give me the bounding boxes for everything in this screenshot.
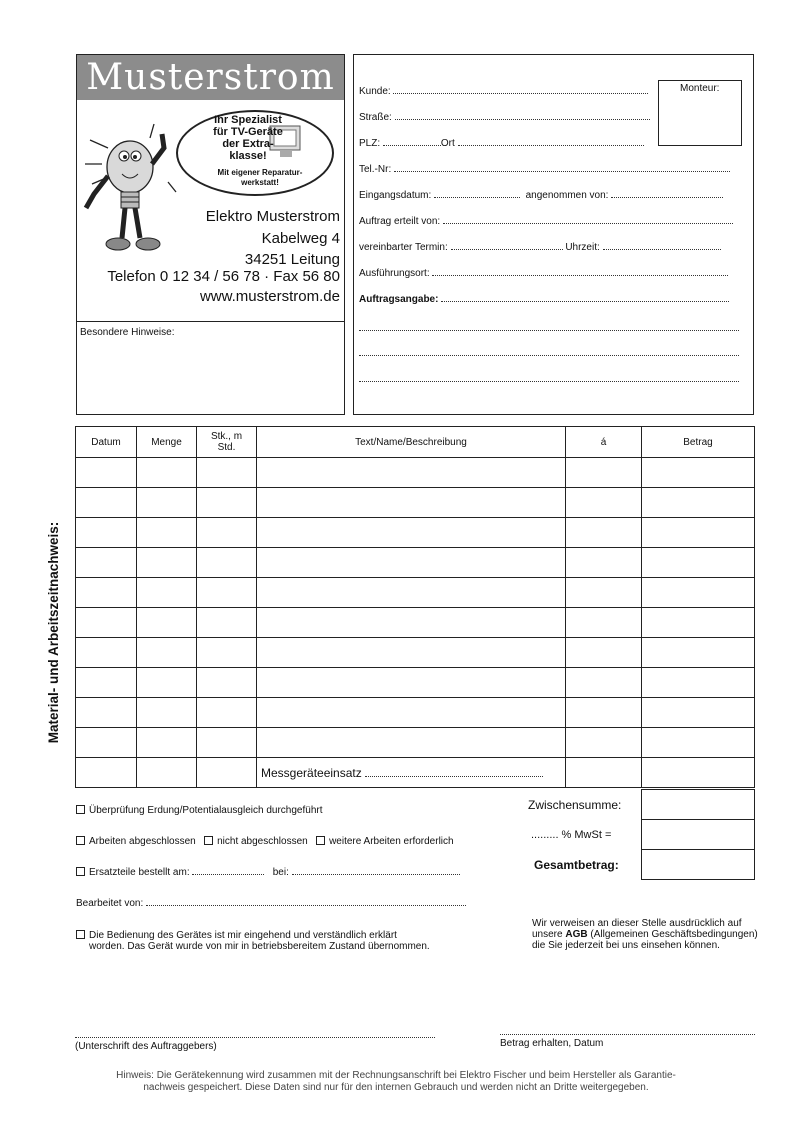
table-cell[interactable] xyxy=(642,488,755,518)
auftrag-erteilt-label: Auftrag erteilt von: xyxy=(359,216,441,227)
eingang-label: Eingangsdatum: xyxy=(359,190,432,201)
table-cell[interactable] xyxy=(257,548,566,578)
messgeraete-cell[interactable] xyxy=(257,758,566,788)
table-cell[interactable] xyxy=(257,638,566,668)
termin-field[interactable] xyxy=(359,242,739,253)
table-cell[interactable] xyxy=(257,458,566,488)
bubble-small-text xyxy=(210,168,310,188)
table-cell[interactable] xyxy=(76,548,137,578)
messgeraete-label: Messgeräteeinsatz xyxy=(261,765,362,780)
divider xyxy=(77,321,344,322)
col-datum: Datum xyxy=(76,427,137,458)
table-cell[interactable] xyxy=(642,668,755,698)
table-row xyxy=(76,668,755,698)
table-cell[interactable] xyxy=(642,728,755,758)
table-cell[interactable] xyxy=(137,608,197,638)
abgeschlossen-label: Arbeiten abgeschlossen xyxy=(89,836,196,847)
table-cell[interactable] xyxy=(197,698,257,728)
table-cell[interactable] xyxy=(642,518,755,548)
table-cell[interactable] xyxy=(257,488,566,518)
bedienung-line-1: Die Bedienung des Gerätes ist mir eingehend und verständlich erklärt xyxy=(89,930,397,941)
table-cell[interactable] xyxy=(197,728,257,758)
tel-field[interactable] xyxy=(359,164,739,175)
company-phone: Telefon 0 12 34 / 56 78 · Fax 56 80 xyxy=(107,268,340,285)
mwst-label: ......... % MwSt = xyxy=(531,829,612,841)
extra-line-2[interactable] xyxy=(359,355,739,356)
ersatz-check[interactable] xyxy=(76,867,460,878)
checkbox-abgeschlossen[interactable] xyxy=(76,836,85,845)
table-row xyxy=(76,458,755,488)
agb-line-1: Wir verweisen an dieser Stelle ausdrücklich auf xyxy=(532,918,742,929)
table-cell[interactable] xyxy=(76,608,137,638)
table-cell[interactable] xyxy=(76,518,137,548)
brand-logo: Musterstrom xyxy=(77,55,344,100)
footer-line-1: Hinweis: Die Gerätekennung wird zusammen mit der Rechnungsanschrift bei Elektro Fischer und beim Hersteller als Garantie- xyxy=(116,1070,676,1081)
table-cell[interactable] xyxy=(76,758,137,788)
col-a: á xyxy=(566,427,642,458)
table-cell[interactable] xyxy=(197,638,257,668)
messgeraete-row xyxy=(76,758,755,788)
table-cell[interactable] xyxy=(566,758,642,788)
table-cell[interactable] xyxy=(76,578,137,608)
table-cell[interactable] xyxy=(76,638,137,668)
plz-label: PLZ: xyxy=(359,138,381,149)
table-cell[interactable] xyxy=(566,638,642,668)
table-cell[interactable] xyxy=(197,668,257,698)
table-cell[interactable] xyxy=(566,668,642,698)
table-cell[interactable] xyxy=(137,638,197,668)
table-row xyxy=(76,488,755,518)
auftrag-erteilt-field[interactable] xyxy=(359,216,739,227)
erdung-check[interactable] xyxy=(76,805,323,816)
table-cell[interactable] xyxy=(642,638,755,668)
bei-label: bei: xyxy=(272,867,289,878)
table-cell[interactable] xyxy=(76,488,137,518)
table-cell[interactable] xyxy=(642,608,755,638)
uhrzeit-label: Uhrzeit: xyxy=(565,242,600,253)
weitere-label: weitere Arbeiten erforderlich xyxy=(329,836,454,847)
table-cell[interactable] xyxy=(566,608,642,638)
col-stk: Stk., m Std. xyxy=(197,427,257,458)
angenommen-label: angenommen von: xyxy=(525,190,609,201)
strasse-field[interactable] xyxy=(359,112,655,123)
table-cell[interactable] xyxy=(257,668,566,698)
table-cell[interactable] xyxy=(197,608,257,638)
table-cell[interactable] xyxy=(566,458,642,488)
extra-line-1[interactable] xyxy=(359,330,739,331)
company-street: Kabelweg 4 xyxy=(261,230,340,247)
table-cell[interactable] xyxy=(642,458,755,488)
table-cell[interactable] xyxy=(257,518,566,548)
col-beschreibung: Text/Name/Beschreibung xyxy=(257,427,566,458)
table-header-row xyxy=(76,427,755,458)
strasse-label: Straße: xyxy=(359,112,392,123)
signature-line-right[interactable] xyxy=(500,1034,755,1035)
agb-line-2a: unsere xyxy=(532,929,563,940)
kunde-label: Kunde: xyxy=(359,86,391,97)
bubble-small-line-2: werkstatt! xyxy=(241,178,279,187)
table-cell[interactable] xyxy=(197,758,257,788)
table-row xyxy=(76,728,755,758)
plz-field[interactable] xyxy=(359,138,655,149)
table-cell[interactable] xyxy=(197,518,257,548)
table-cell[interactable] xyxy=(76,668,137,698)
table-cell[interactable] xyxy=(197,488,257,518)
kunde-field[interactable] xyxy=(359,86,655,97)
mwst-box[interactable] xyxy=(641,819,755,850)
bubble-line-2: für TV-Geräte xyxy=(213,126,283,138)
table-cell[interactable] xyxy=(197,458,257,488)
termin-label: vereinbarter Termin: xyxy=(359,242,448,253)
signature-right-label: Betrag erhalten, Datum xyxy=(500,1038,604,1049)
footer-note xyxy=(96,1070,696,1094)
table-cell[interactable] xyxy=(137,728,197,758)
table-cell[interactable] xyxy=(642,698,755,728)
company-web: www.musterstrom.de xyxy=(199,288,340,305)
auftragsangabe-label: Auftragsangabe: xyxy=(359,294,439,305)
ausfuehrungsort-label: Ausführungsort: xyxy=(359,268,430,279)
bubble-line-4: klasse! xyxy=(229,150,267,162)
zwischensumme-label: Zwischensumme: xyxy=(528,798,622,812)
table-cell[interactable] xyxy=(642,758,755,788)
table-cell[interactable] xyxy=(642,578,755,608)
table-cell[interactable] xyxy=(566,488,642,518)
signature-line-left[interactable] xyxy=(75,1037,435,1038)
tel-label: Tel.-Nr: xyxy=(359,164,392,175)
table-side-label: Material- und Arbeitszeitnachweis: xyxy=(46,521,61,744)
checkbox-bedienung[interactable] xyxy=(76,930,85,939)
col-menge: Menge xyxy=(137,427,197,458)
company-name: Elektro Musterstrom xyxy=(205,208,340,225)
checkbox-erdung[interactable] xyxy=(76,805,85,814)
gesamtbetrag-label: Gesamtbetrag: xyxy=(534,858,619,872)
table-cell[interactable] xyxy=(257,698,566,728)
table-cell[interactable] xyxy=(566,578,642,608)
table-cell[interactable] xyxy=(137,458,197,488)
agb-line-3: die Sie jederzeit bei uns einsehen können. xyxy=(532,940,720,951)
ort-label: Ort xyxy=(440,138,455,149)
bedienung-check[interactable] xyxy=(76,930,430,952)
table-row xyxy=(76,608,755,638)
auftragsangabe-field[interactable] xyxy=(359,294,739,305)
gesamtbetrag-box[interactable] xyxy=(641,849,755,880)
bubble-line-1: Ihr Spezialist xyxy=(214,114,282,126)
eingang-field[interactable] xyxy=(359,190,739,201)
table-cell[interactable] xyxy=(76,458,137,488)
table-cell[interactable] xyxy=(197,578,257,608)
table-cell[interactable] xyxy=(257,728,566,758)
table-cell[interactable] xyxy=(566,728,642,758)
agb-line-2b: AGB xyxy=(565,929,588,940)
table-cell[interactable] xyxy=(76,728,137,758)
table-cell[interactable] xyxy=(137,668,197,698)
table-row xyxy=(76,698,755,728)
table-row xyxy=(76,638,755,668)
ausfuehrungsort-field[interactable] xyxy=(359,268,739,279)
table-cell[interactable] xyxy=(137,518,197,548)
table-cell[interactable] xyxy=(257,608,566,638)
zwischensumme-box[interactable] xyxy=(641,789,755,820)
table-cell[interactable] xyxy=(76,698,137,728)
nicht-label: nicht xyxy=(217,836,239,847)
footer-line-2: nachweis gespeichert. Diese Daten sind nur für den internen Gebrauch und werden nicht an Dritte weitergegeben. xyxy=(143,1082,649,1093)
agb-line-2c: (Allgemeinen Geschäftsbedingungen) xyxy=(590,929,758,940)
table-row xyxy=(76,518,755,548)
lightbulb-mascot-icon xyxy=(80,112,185,257)
erdung-label: Überprüfung Erdung/Potentialausgleich durchgeführt xyxy=(89,805,323,816)
bubble-line-3: der Extra- xyxy=(222,138,274,150)
table-cell[interactable] xyxy=(137,488,197,518)
nicht-rest-label: abgeschlossen xyxy=(241,836,308,847)
table-cell[interactable] xyxy=(137,578,197,608)
table-cell[interactable] xyxy=(642,548,755,578)
table-row xyxy=(76,578,755,608)
bearbeitet-field[interactable] xyxy=(76,898,466,909)
bubble-small-line-1: Mit eigener Reparatur- xyxy=(217,168,303,177)
checkbox-weitere[interactable] xyxy=(316,836,325,845)
table-cell[interactable] xyxy=(566,548,642,578)
bearbeitet-label: Bearbeitet von: xyxy=(76,898,144,909)
table-cell[interactable] xyxy=(257,578,566,608)
checkbox-nicht-abgeschlossen[interactable] xyxy=(204,836,213,845)
signature-left-label: (Unterschrift des Auftraggebers) xyxy=(75,1041,217,1052)
bedienung-line-2: worden. Das Gerät wurde von mir in betriebsbereitem Zustand übernommen. xyxy=(89,941,430,952)
company-city: 34251 Leitung xyxy=(244,251,340,268)
extra-line-3[interactable] xyxy=(359,381,739,382)
bubble-text xyxy=(198,114,298,162)
status-check xyxy=(76,836,454,847)
col-betrag: Betrag xyxy=(642,427,755,458)
table-cell[interactable] xyxy=(137,758,197,788)
table-cell[interactable] xyxy=(137,698,197,728)
monteur-label: Monteur: xyxy=(680,83,720,94)
table-cell[interactable] xyxy=(566,698,642,728)
material-table xyxy=(75,426,755,788)
agb-text xyxy=(532,918,758,951)
table-cell[interactable] xyxy=(566,518,642,548)
table-cell[interactable] xyxy=(197,548,257,578)
ersatz-label: Ersatzteile bestellt am: xyxy=(89,867,190,878)
checkbox-ersatz[interactable] xyxy=(76,867,85,876)
table-cell[interactable] xyxy=(137,548,197,578)
table-row xyxy=(76,548,755,578)
notes-label: Besondere Hinweise: xyxy=(80,327,175,338)
